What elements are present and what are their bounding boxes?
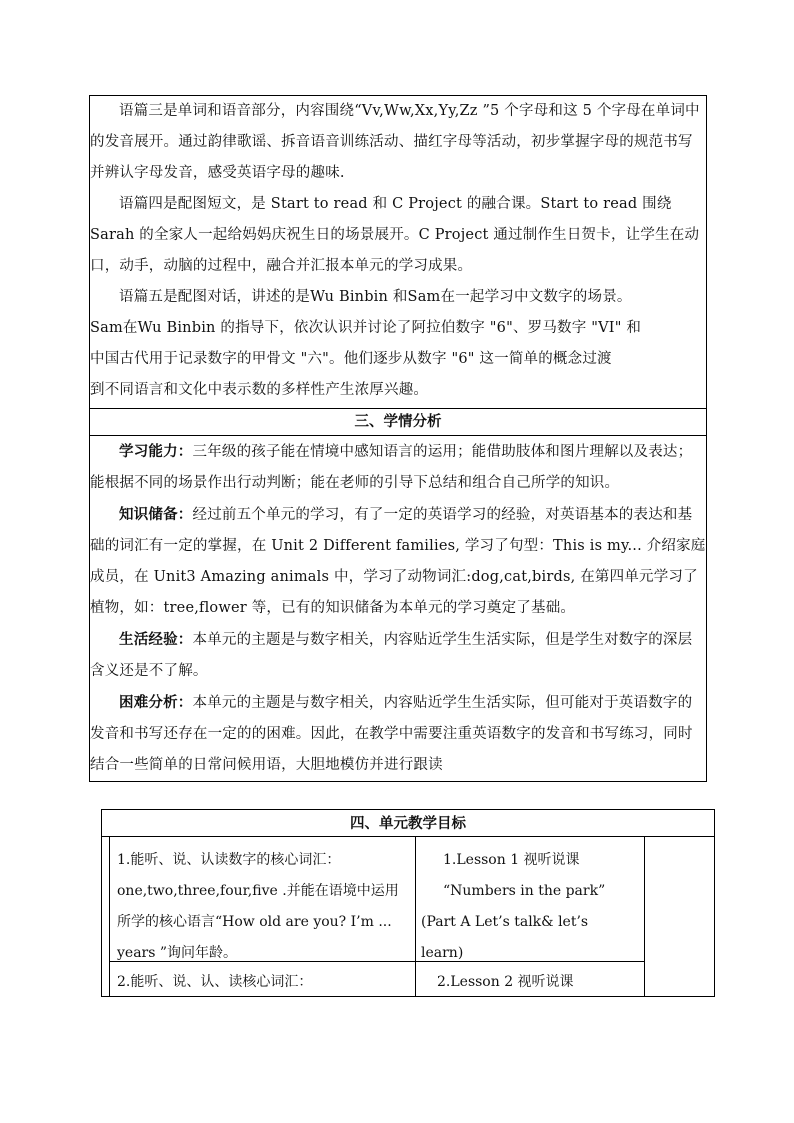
student-analysis-cell — [90, 436, 707, 782]
goal-one-line-4: years ”询问年龄。 — [117, 945, 238, 961]
paragraph-text-five-line-3: 中国古代用于记录数字的甲骨文 "六"。他们逐步从数字 "6" 这一简单的概念过渡 — [90, 351, 612, 367]
knowledge-text: 经过前五个单元的学习，有了一定的英语学习的经验，对英语基本的表达和基础的词汇有一定的掌握，在 Unit 2 Different families, 学习了句型：This is my... 介绍家庭成员，在 Unit3 Amazing animals 中，学习了动物词汇:dog,cat,birds, 在第四单元学习了植物，如：tree,flower 等，已有的知识储备为本单元的学习奠定了基础。 — [90, 507, 706, 616]
goal-one-line-2: one,two,three,four,five .并能在语境中运用 — [117, 883, 399, 899]
paragraph-text-five-line-1: 语篇五是配图对话，讲述的是Wu Binbin 和Sam在一起学习中文数字的场景。 — [119, 289, 632, 305]
table-border-left — [101, 837, 102, 997]
goal-one-cell — [117, 845, 413, 969]
life-text: 本单元的主题是与数字相关，内容贴近学生生活实际，但是学生对数字的深层含义还是不了解。 — [90, 632, 693, 679]
difficulty-text: 本单元的主题是与数字相关，内容贴近学生生活实际，但可能对于英语数字的发音和书写还存在一定的的困难。因此，在教学中需要注重英语数字的发音和书写练习，同时结合一些简单的日常问候用语，大胆地模仿并进行跟读 — [90, 695, 693, 773]
goals-table-body — [101, 837, 719, 997]
lesson-one-line-2: “Numbers in the park” — [443, 883, 606, 899]
ability-label: 学习能力： — [119, 443, 193, 460]
ability-text: 三年级的孩子能在情境中感知语言的运用；能借助肢体和图片理解以及表达；能根据不同的场景作出行动判断；能在老师的引导下总结和组合自己所学的知识。 — [90, 444, 693, 491]
table-inner-border-left — [109, 837, 110, 997]
difficulty-paragraph — [90, 687, 706, 781]
lesson-two-cell: 2.Lesson 2 视听说课 — [437, 974, 574, 990]
paragraph-text-three: 语篇三是单词和语音部分，内容围绕“Vv,Ww,Xx,Yy,Zz ”5 个字母和这 5 个字母在单词中的发音展开。通过韵律歌谣、拆音语音训练活动、描红字母等活动，初步掌握字母的规范书写并辨认字母发音，感受英语字母的趣味. — [90, 103, 700, 181]
lesson-one-cell — [421, 845, 631, 969]
upper-table — [89, 95, 707, 782]
goal-two-cell: 2.能听、说、认、读核心词汇： — [117, 974, 313, 990]
life-paragraph — [90, 624, 706, 687]
goals-table — [101, 809, 719, 997]
goal-one-line-1: 1.能听、说、认读数字的核心词汇： — [117, 852, 341, 868]
paragraph-text-five-line-4: 到不同语言和文化中表示数的多样性产生浓厚兴趣。 — [90, 382, 429, 398]
table-column-divider — [415, 837, 416, 997]
lesson-one-line-1: 1.Lesson 1 视听说课 — [443, 852, 580, 868]
difficulty-label: 困难分析： — [119, 694, 193, 711]
table-column-divider-right — [644, 837, 645, 997]
paragraph-text-four: 语篇四是配图短文，是 Start to read 和 C Project 的融合课。Start to read 围绕 Sarah 的全家人一起给妈妈庆祝生日的场景展开。C Project 通过制作生日贺卡，让学生在动口，动手，动脑的过程中，融合并汇报本单元的学习成果。 — [90, 196, 700, 274]
goal-one-line-3: 所学的核心语言“How old are you? I’m ... — [117, 914, 392, 930]
knowledge-paragraph — [90, 499, 706, 624]
life-label: 生活经验： — [119, 631, 193, 648]
section-four-heading: 四、单元教学目标 — [101, 809, 715, 837]
paragraph-text-five-line-2: Sam在Wu Binbin 的指导下，依次认识并讨论了阿拉伯数字 "6"、罗马数字 "VI" 和 — [90, 320, 642, 336]
ability-paragraph — [90, 436, 706, 499]
lesson-one-line-3: (Part A Let’s talk& let’s learn) — [421, 914, 589, 961]
text-analysis-cell — [90, 96, 707, 409]
table-border-right — [714, 837, 715, 997]
knowledge-label: 知识储备： — [119, 506, 193, 523]
section-three-heading: 三、学情分析 — [90, 409, 707, 436]
